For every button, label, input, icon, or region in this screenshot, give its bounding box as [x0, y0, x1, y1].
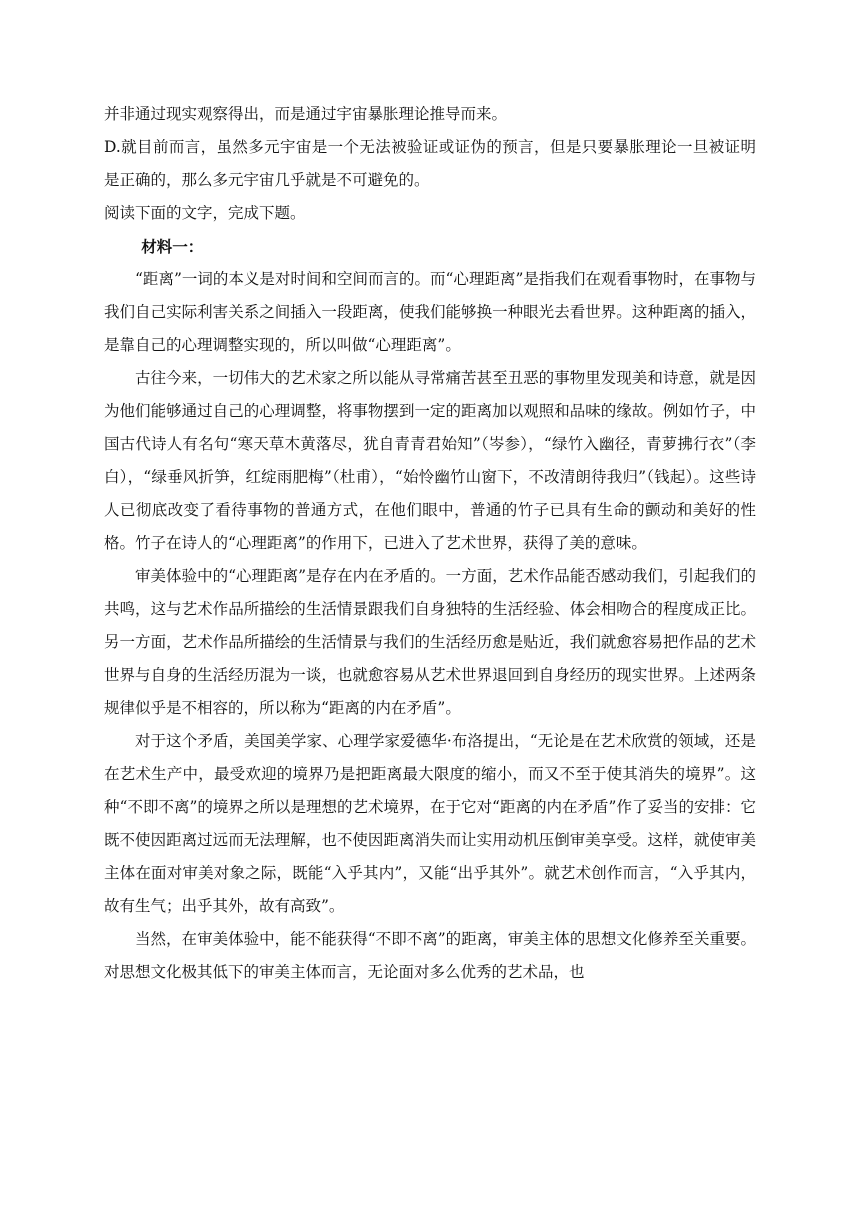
material-heading: 材料一：	[141, 237, 204, 256]
paragraph-psychological-distance-definition: “距离”一词的本义是对时间和空间而言的。而“心理距离”是指我们在观看事物时，在事物与我们自己实际利害关系之间插入一段距离，使我们能够换一种眼光去看世界。这种距离的插入，是靠自己的心理调整实现的，所以叫做“心理距离”。	[104, 270, 756, 354]
paragraph-continuation: 并非通过现实观察得出，而是通过宇宙暴胀理论推导而来。	[104, 105, 508, 123]
paragraph-artists-and-bamboo: 古往今来，一切伟大的艺术家之所以能从寻常痛苦甚至丑恶的事物里发现美和诗意，就是因为他们能够通过自己的心理调整，将事物摆到一定的距离加以观照和品味的缘故。例如竹子，中国古代诗人有名句“寒天草木黄落尽，犹自青青君始知”（岑参），“绿竹入幽径，青萝拂行衣”（李白），“绿垂风折笋，红绽雨肥梅”（杜甫），“始怜幽竹山窗下，不改清朗待我归”（钱起）。这些诗人已彻底改变了看待事物的普通方式，在他们眼中，普通的竹子已具有生命的颤动和美好的性格。竹子在诗人的“心理距离”的作用下，已进入了艺术世界，获得了美的意味。	[104, 369, 756, 552]
reading-instruction: 阅读下面的文字，完成下题。	[104, 204, 306, 222]
paragraph-inner-contradiction: 审美体验中的“心理距离”是存在内在矛盾的。一方面，艺术作品能否感动我们，引起我们的共鸣，这与艺术作品所描绘的生活情景跟我们自身独特的生活经验、体会相吻合的程度成正比。另一方面，艺术作品所描绘的生活情景与我们的生活经历愈是贴近，我们就愈容易把作品的艺术世界与自身的生活经历混为一谈，也就愈容易从艺术世界退回到自身经历的现实世界。上述两条规律似乎是不相容的，所以称为“距离的内在矛盾”。	[104, 567, 756, 717]
option-d: D.就目前而言，虽然多元宇宙是一个无法被验证或证伪的预言，但是只要暴胀理论一旦被证明是正确的，那么多元宇宙几乎就是不可避免的。	[104, 138, 756, 189]
paragraph-cultural-cultivation: 当然，在审美体验中，能不能获得“不即不离”的距离，审美主体的思想文化修养至关重要。对思想文化极其低下的审美主体而言，无论面对多么优秀的艺术品，也	[104, 930, 756, 981]
document-page	[104, 98, 756, 989]
paragraph-bullough: 对于这个矛盾，美国美学家、心理学家爱德华·布洛提出，“无论是在艺术欣赏的领域，还是在艺术生产中，最受欢迎的境界乃是把距离最大限度的缩小，而又不至于使其消失的境界”。这种“不即不离”的境界之所以是理想的艺术境界，在于它对“距离的内在矛盾”作了妥当的安排：它既不使因距离过远而无法理解，也不使因距离消失而让实用动机压倒审美享受。这样，就使审美主体在面对审美对象之际，既能“入乎其内”，又能“出乎其外”。就艺术创作而言，“入乎其内，故有生气；出乎其外，故有高致”。	[104, 732, 756, 915]
